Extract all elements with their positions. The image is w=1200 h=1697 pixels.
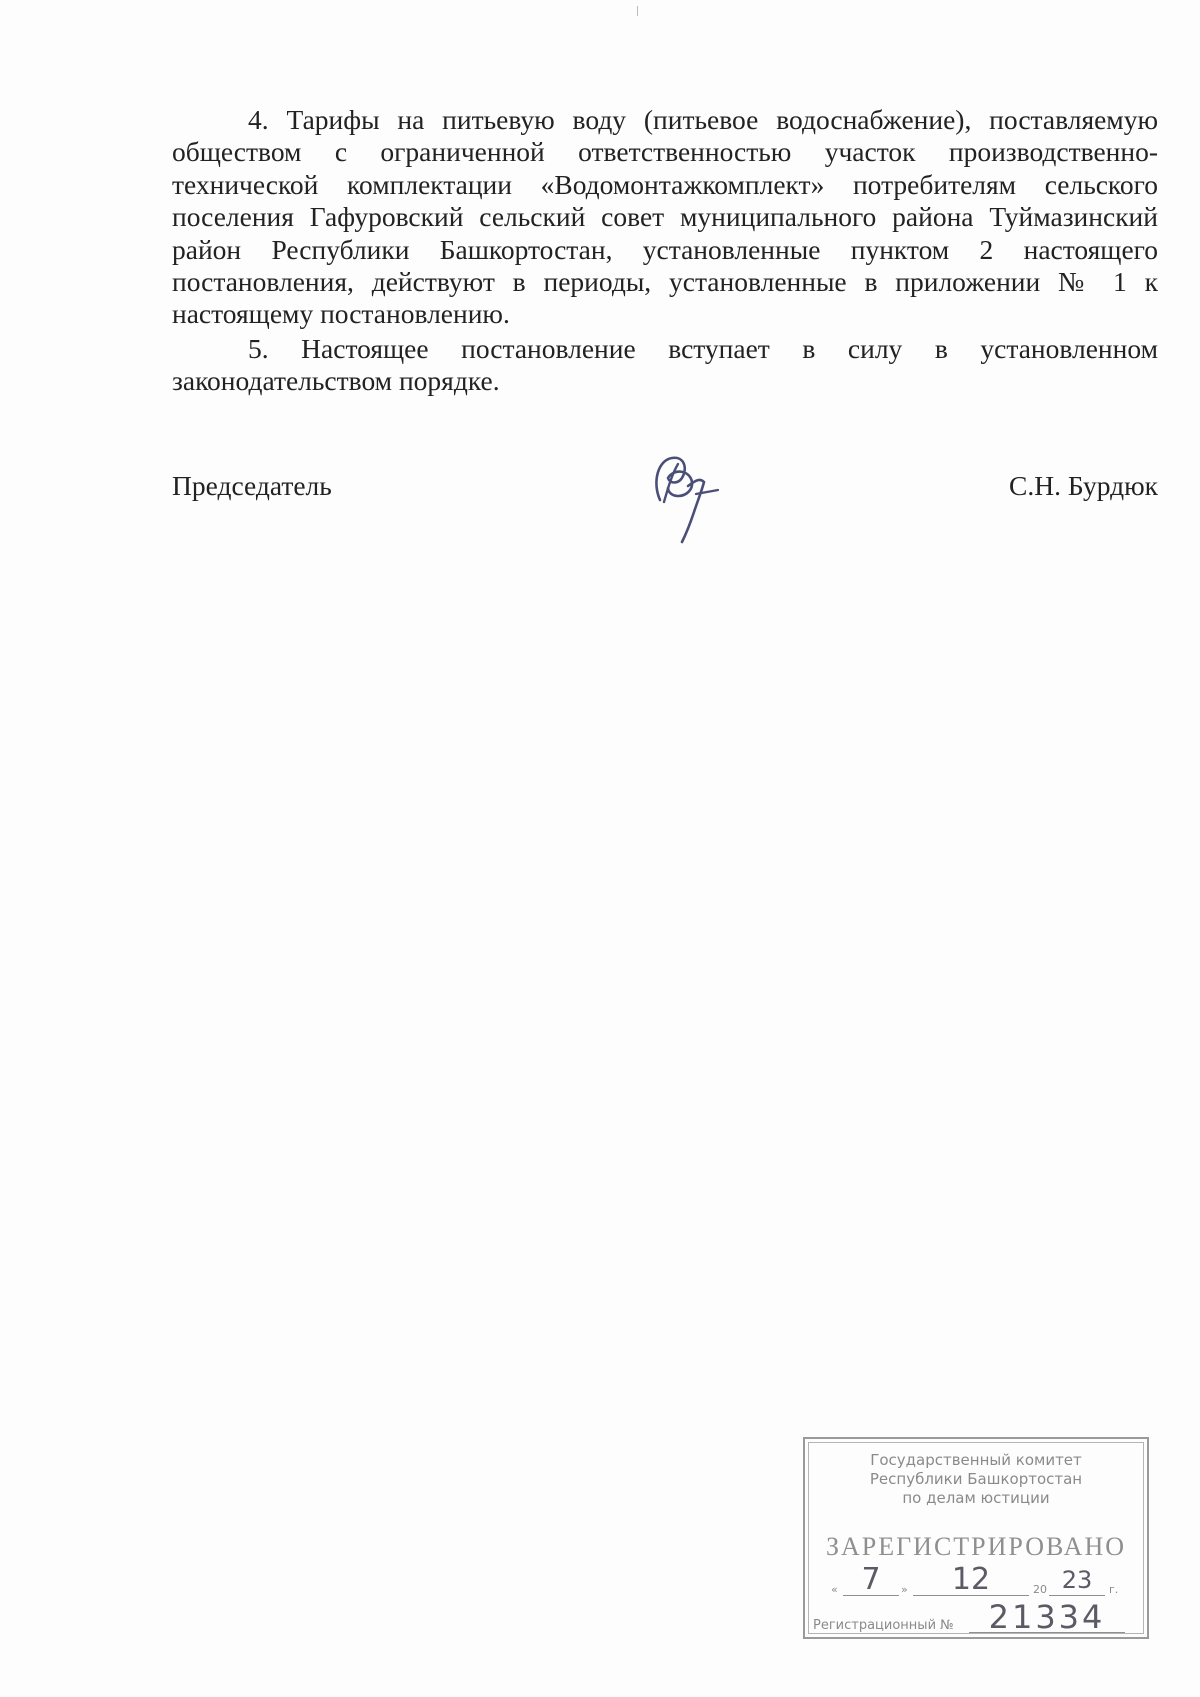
open-quote-mark: « [831,1583,838,1596]
stamp-status: ЗАРЕГИСТРИРОВАНО [826,1532,1126,1561]
signatory-title: Председатель [172,470,332,501]
date-year-unit: г. [1109,1583,1119,1596]
registration-label: Регистрационный № [813,1618,954,1633]
signature-block [172,460,1158,520]
registration-number: 21334 [988,1598,1106,1636]
paragraph-5: 5. Настоящее постановление вступает в силу в установленном законодательством порядке. [172,332,1158,397]
document-body [172,104,1158,398]
date-month: 12 [951,1562,991,1597]
stamp-registration-row [813,1598,1143,1636]
registration-number-field [969,1598,1125,1636]
date-year-prefix: 20 [1033,1583,1047,1596]
date-day: 7 [861,1562,881,1597]
scan-mark [637,6,638,16]
date-year-field [1049,1567,1105,1596]
signatory-name: С.Н. Бурдюк [1009,470,1158,501]
close-quote-mark: » [901,1583,908,1596]
stamp-org-line: по делам юстиции [902,1489,1050,1507]
handwritten-signature [638,438,738,548]
date-day-field [843,1562,899,1597]
stamp-date [831,1562,1131,1602]
stamp-org-line: Республики Башкортостан [869,1470,1083,1488]
paragraph-4: 4. Тарифы на питьевую воду (питьевое водоснабжение), поставляемую обществом с ограниченной ответственностью участок производственно-технической комплектации «Водомонтажкомплект» потребителям сельского поселения Гафуровский сельский совет муниципального района Туймазинский район Республики Башкортостан, установленные пунктом 2 настоящего постановления, действуют в периоды, установленные в приложении № 1 к настоящему постановлению. [172,104,1158,330]
stamp-org-line: Государственный комитет [870,1451,1082,1469]
date-year: 23 [1061,1566,1093,1594]
registration-stamp [803,1437,1149,1639]
stamp-organization [805,1451,1147,1508]
date-month-field [913,1562,1029,1597]
